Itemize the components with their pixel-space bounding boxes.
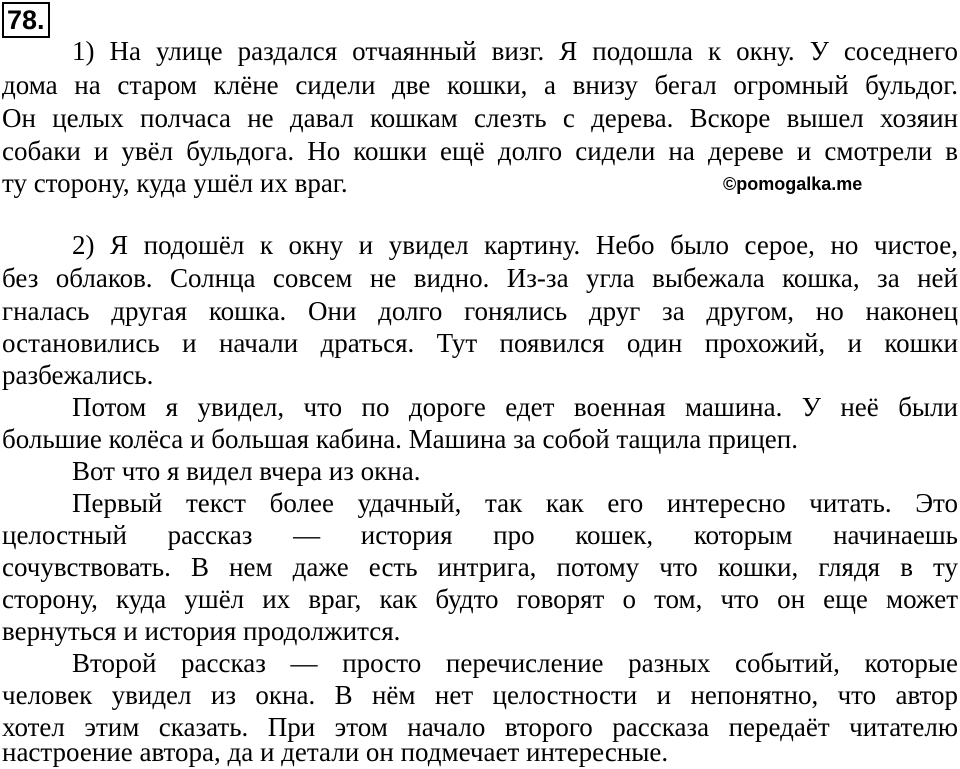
- text-line-15: целостный рассказ — история про кошек, которым начинаешь: [2, 520, 958, 550]
- text-line-16: сочувствовать. В нем даже есть интрига, потому что кошки, глядя в ту: [2, 552, 958, 582]
- text-line-3: Он целых полчаса не давал кошкам слезть с дерева. Вскоре вышел хозяин: [2, 103, 958, 133]
- text-line-5: ту сторону, куда ушёл их враг.: [2, 168, 348, 198]
- text-line-8: гналась другая кошка. Они долго гонялись друг за другом, но наконец: [2, 296, 958, 326]
- text-line-22: настроение автора, да и детали он подмечает интересные.: [2, 737, 669, 767]
- exercise-number: 78.: [2, 2, 50, 38]
- text-line-12: большие колёса и большая кабина. Машина за собой тащила прицеп.: [2, 424, 798, 454]
- text-line-7: без облаков. Солнца совсем не видно. Из-за угла выбежала кошка, за ней: [2, 263, 958, 293]
- text-line-17: сторону, куда ушёл их враг, как будто говорят о том, что он еще может: [2, 584, 958, 614]
- text-line-21: хотел этим сказать. При этом начало второго рассказа передаёт читателю: [2, 712, 958, 742]
- text-line-11: Потом я увидел, что по дороге едет военная машина. У неё были: [72, 392, 958, 422]
- text-line-6: 2) Я подошёл к окну и увидел картину. Небо было серое, но чистое,: [72, 230, 958, 260]
- text-line-10: разбежались.: [2, 360, 154, 390]
- text-line-18: вернуться и история продолжится.: [2, 616, 401, 646]
- text-line-2: дома на старом клёне сидели две кошки, а внизу бегал огромный бульдог.: [2, 70, 958, 100]
- text-line-9: остановились и начали драться. Тут появился один прохожий, и кошки: [2, 328, 958, 358]
- text-line-20: человек увидел из окна. В нём нет целостности и непонятно, что автор: [2, 680, 958, 710]
- text-line-1: 1) На улице раздался отчаянный визг. Я подошла к окну. У соседнего: [72, 36, 958, 66]
- text-line-19: Второй рассказ — просто перечисление разных событий, которые: [72, 648, 958, 678]
- watermark: ©pomogalka.me: [723, 174, 863, 194]
- text-line-14: Первый текст более удачный, так как его интересно читать. Это: [72, 488, 958, 518]
- text-line-13: Вот что я видел вчера из окна.: [72, 456, 421, 486]
- text-line-4: собаки и увёл бульдога. Но кошки ещё долго сидели на дереве и смотрели в: [2, 136, 958, 166]
